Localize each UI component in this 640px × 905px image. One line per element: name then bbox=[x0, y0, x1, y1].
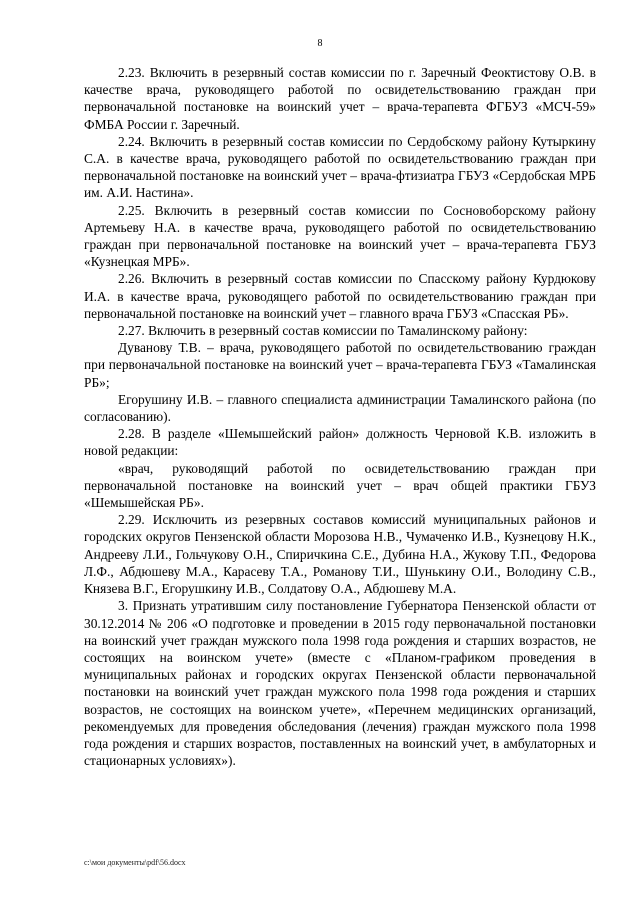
paragraph-2-27: 2.27. Включить в резервный состав комиссии по Тамалинскому району: bbox=[118, 323, 528, 339]
paragraph-2-28-quote: «врач, руководящий работой по освидетельствованию граждан при первоначальной постановке на воинский учет – врач общей практики ГБУЗ «Шемышейская РБ». bbox=[84, 460, 596, 511]
paragraph-3: 3. Признать утратившим силу постановление Губернатора Пензенской области от 30.12.2014 № 206 «О подготовке и проведении в 2015 году первоначальной постановки на воинский учет граждан мужского пола 1998 года рождения и старших возрастов, не состоящих на воинском учете» (вместе с «Планом-графиком проведения в муниципальных районах и городских округах Пензенской области первоначальной постановки на воинский учет граждан мужского пола 1998 года рождения и старших возрастов, не состоящих на воинском учете», «Перечнем медицинских организаций, рекомендуемых для проведения обследования (лечения) граждан мужского пола 1998 года рождения и старших возрастов, поставленных на воинский учет, в амбулаторных и стационарных условиях»). bbox=[84, 598, 596, 769]
paragraph-2-28: 2.28. В разделе «Шемышейский район» должность Черновой К.В. изложить в новой редакции: bbox=[84, 426, 596, 459]
paragraph-2-25: 2.25. Включить в резервный состав комиссии по Сосновоборскому району Артемьеву Н.А. в качестве врача, руководящего работой по освидетельствованию граждан при первоначальной постановке на воинский учет – врача-терапевта ГБУЗ «Кузнецкая МРБ». bbox=[84, 202, 596, 270]
paragraph-2-29: 2.29. Исключить из резервных составов комиссий муниципальных районов и городских округов Пензенской области Морозова Н.В., Чумаченко И.В., Кузнецову Н.К., Андрееву Л.И., Гольчукову О.Н., Спиричкина С.Е., Дубина Н.А., Жукову Т.П., Федорова Л.Ф., Абдюшеву М.А., Карасеву Т.А., Романову Т.И., Шунькину О.И., Володину С.В., Князева В.Г., Егорушкину И.В., Солдатову О.А., Абдюшеву М.А. bbox=[84, 512, 596, 597]
document-body bbox=[84, 64, 596, 769]
page-number: 8 bbox=[317, 38, 323, 49]
paragraph-2-26: 2.26. Включить в резервный состав комиссии по Спасскому району Курдюкову И.А. в качестве врача, руководящего работой по освидетельствованию граждан при первоначальной постановке на воинский учет – главного врача ГБУЗ «Спасская РБ». bbox=[84, 271, 596, 321]
paragraph-2-27-item-2: Егорушину И.В. – главного специалиста администрации Тамалинского района (по согласованию). bbox=[84, 391, 596, 425]
footer-file-path: c:\мои документы\pdf\56.docx bbox=[84, 858, 186, 867]
paragraph-2-24: 2.24. Включить в резервный состав комиссии по Сердобскому району Кутыркину С.А. в качестве врача, руководящего работой по освидетельствованию граждан при первоначальной постановке на воинский учет – врача-фтизиатра ГБУЗ «Сердобская МРБ им. А.И. Настина». bbox=[84, 133, 596, 201]
paragraph-2-27-item-1: Дуванову Т.В. – врача, руководящего работой по освидетельствованию граждан при первоначальной постановке на воинский учет – врача-терапевта ГБУЗ «Тамалинская РБ»; bbox=[84, 340, 596, 390]
paragraph-2-23: 2.23. Включить в резервный состав комиссии по г. Заречный Феоктистову О.В. в качестве врача, руководящего работой по освидетельствованию граждан при первоначальной постановке на воинский учет – врача-терапевта ФГБУЗ «МСЧ-59» ФМБА России г. Заречный. bbox=[84, 65, 596, 132]
